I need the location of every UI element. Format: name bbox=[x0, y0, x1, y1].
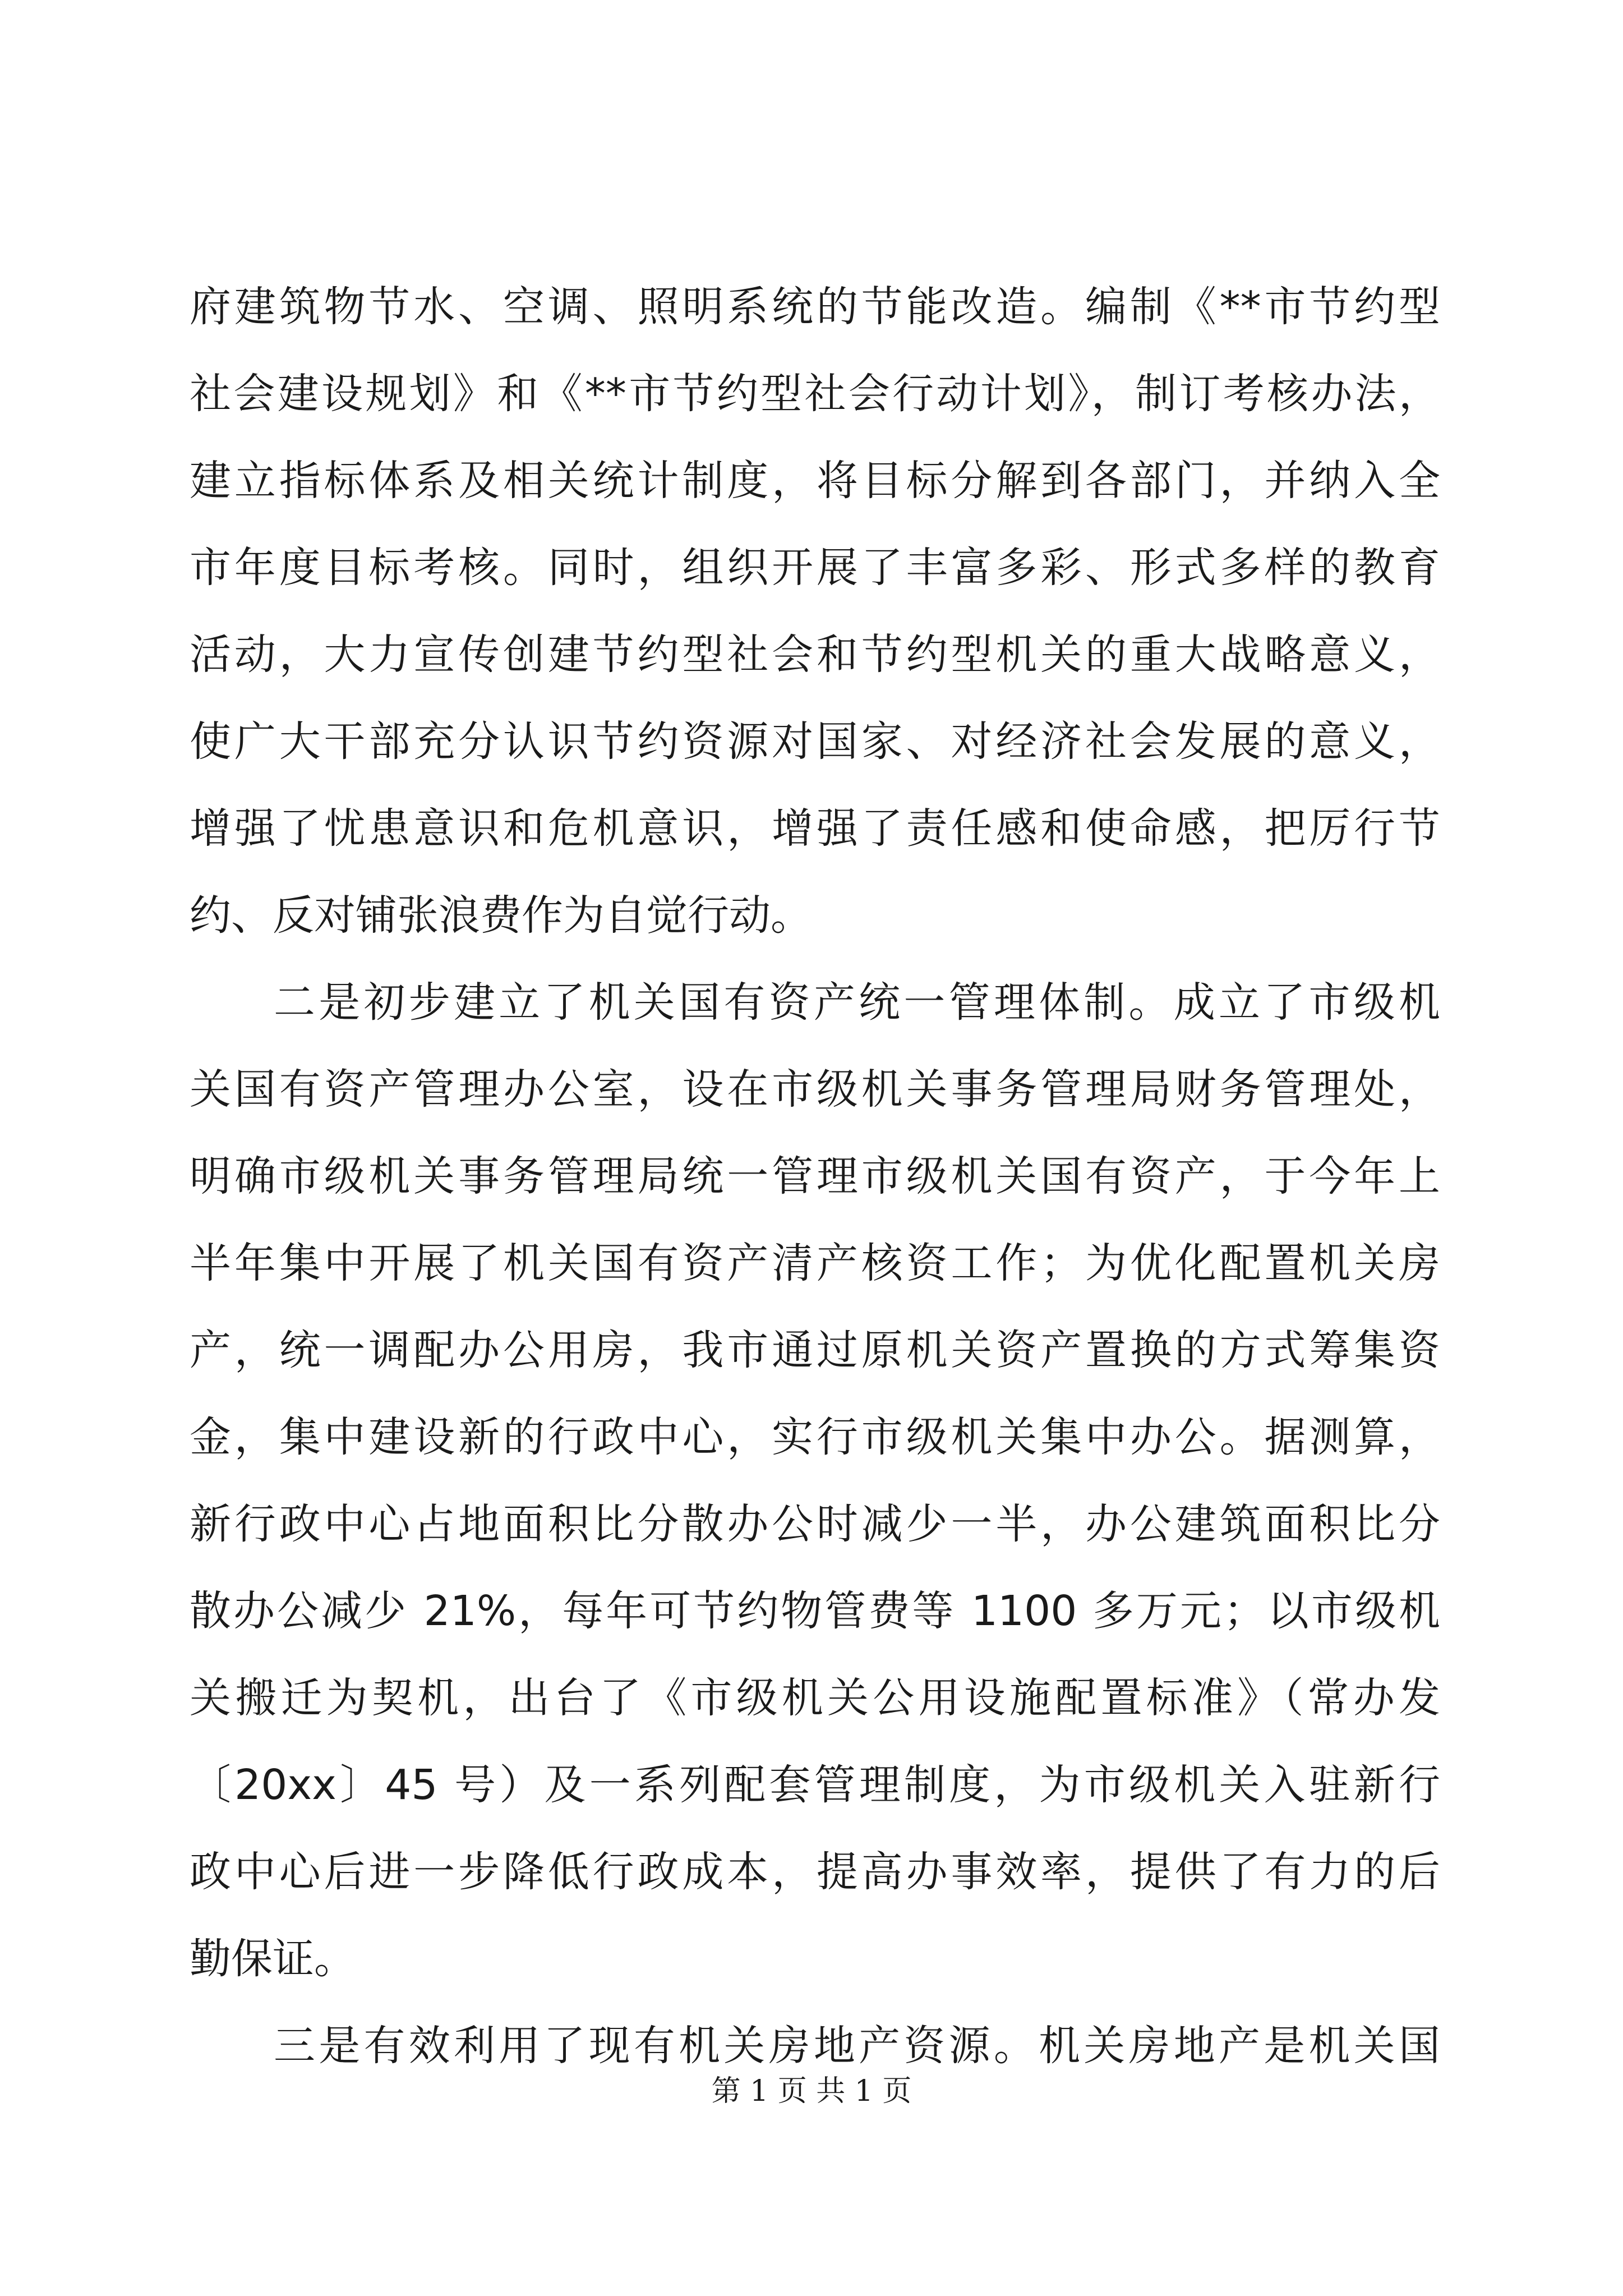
text-line: 明确市级机关事务管理局统一管理市级机关国有资产，于今年上 bbox=[190, 1152, 1440, 1200]
page-footer bbox=[0, 2067, 1623, 2109]
text-line: 约、反对铺张浪费作为自觉行动。 bbox=[190, 891, 812, 940]
text-line: 府建筑物节水、空调、照明系统的节能改造。编制《**市节约型 bbox=[190, 283, 1440, 331]
paragraph-first-line: 二是初步建立了机关国有资产统一管理体制。成立了市级机 bbox=[274, 978, 1440, 1027]
text-line: 勤保证。 bbox=[190, 1935, 356, 1983]
text-line: 散办公减少 21%，每年可节约物管费等 1100 多万元；以市级机 bbox=[190, 1587, 1440, 1635]
paragraph-first-line: 三是有效利用了现有机关房地产资源。机关房地产是机关国 bbox=[274, 2022, 1440, 2070]
text-line: 〔20xx〕45 号）及一系列配套管理制度，为市级机关入驻新行 bbox=[190, 1761, 1440, 1809]
text-line: 半年集中开展了机关国有资产清产核资工作；为优化配置机关房 bbox=[190, 1239, 1440, 1287]
text-line: 社会建设规划》和《**市节约型社会行动计划》，制订考核办法， bbox=[190, 370, 1440, 418]
text-line: 使广大干部充分认识节约资源对国家、对经济社会发展的意义， bbox=[190, 717, 1440, 766]
text-line: 增强了忧患意识和危机意识，增强了责任感和使命感，把厉行节 bbox=[190, 804, 1440, 853]
text-line: 市年度目标考核。同时，组织开展了丰富多彩、形式多样的教育 bbox=[190, 544, 1440, 592]
page-number-label: 第 1 页 共 1 页 bbox=[711, 2074, 912, 2108]
text-line: 政中心后进一步降低行政成本，提高办事效率，提供了有力的后 bbox=[190, 1848, 1440, 1896]
text-line: 关搬迁为契机，出台了《市级机关公用设施配置标准》（常办发 bbox=[190, 1674, 1440, 1722]
document-body bbox=[190, 264, 1440, 2090]
text-line: 产，统一调配办公用房，我市通过原机关资产置换的方式筹集资 bbox=[190, 1326, 1440, 1374]
text-line: 活动，大力宣传创建节约型社会和节约型机关的重大战略意义， bbox=[190, 631, 1440, 679]
text-line: 金，集中建设新的行政中心，实行市级机关集中办公。据测算， bbox=[190, 1413, 1440, 1461]
text-line: 关国有资产管理办公室，设在市级机关事务管理局财务管理处， bbox=[190, 1065, 1440, 1114]
text-line: 新行政中心占地面积比分散办公时减少一半，办公建筑面积比分 bbox=[190, 1500, 1440, 1548]
text-line: 建立指标体系及相关统计制度，将目标分解到各部门，并纳入全 bbox=[190, 457, 1440, 505]
